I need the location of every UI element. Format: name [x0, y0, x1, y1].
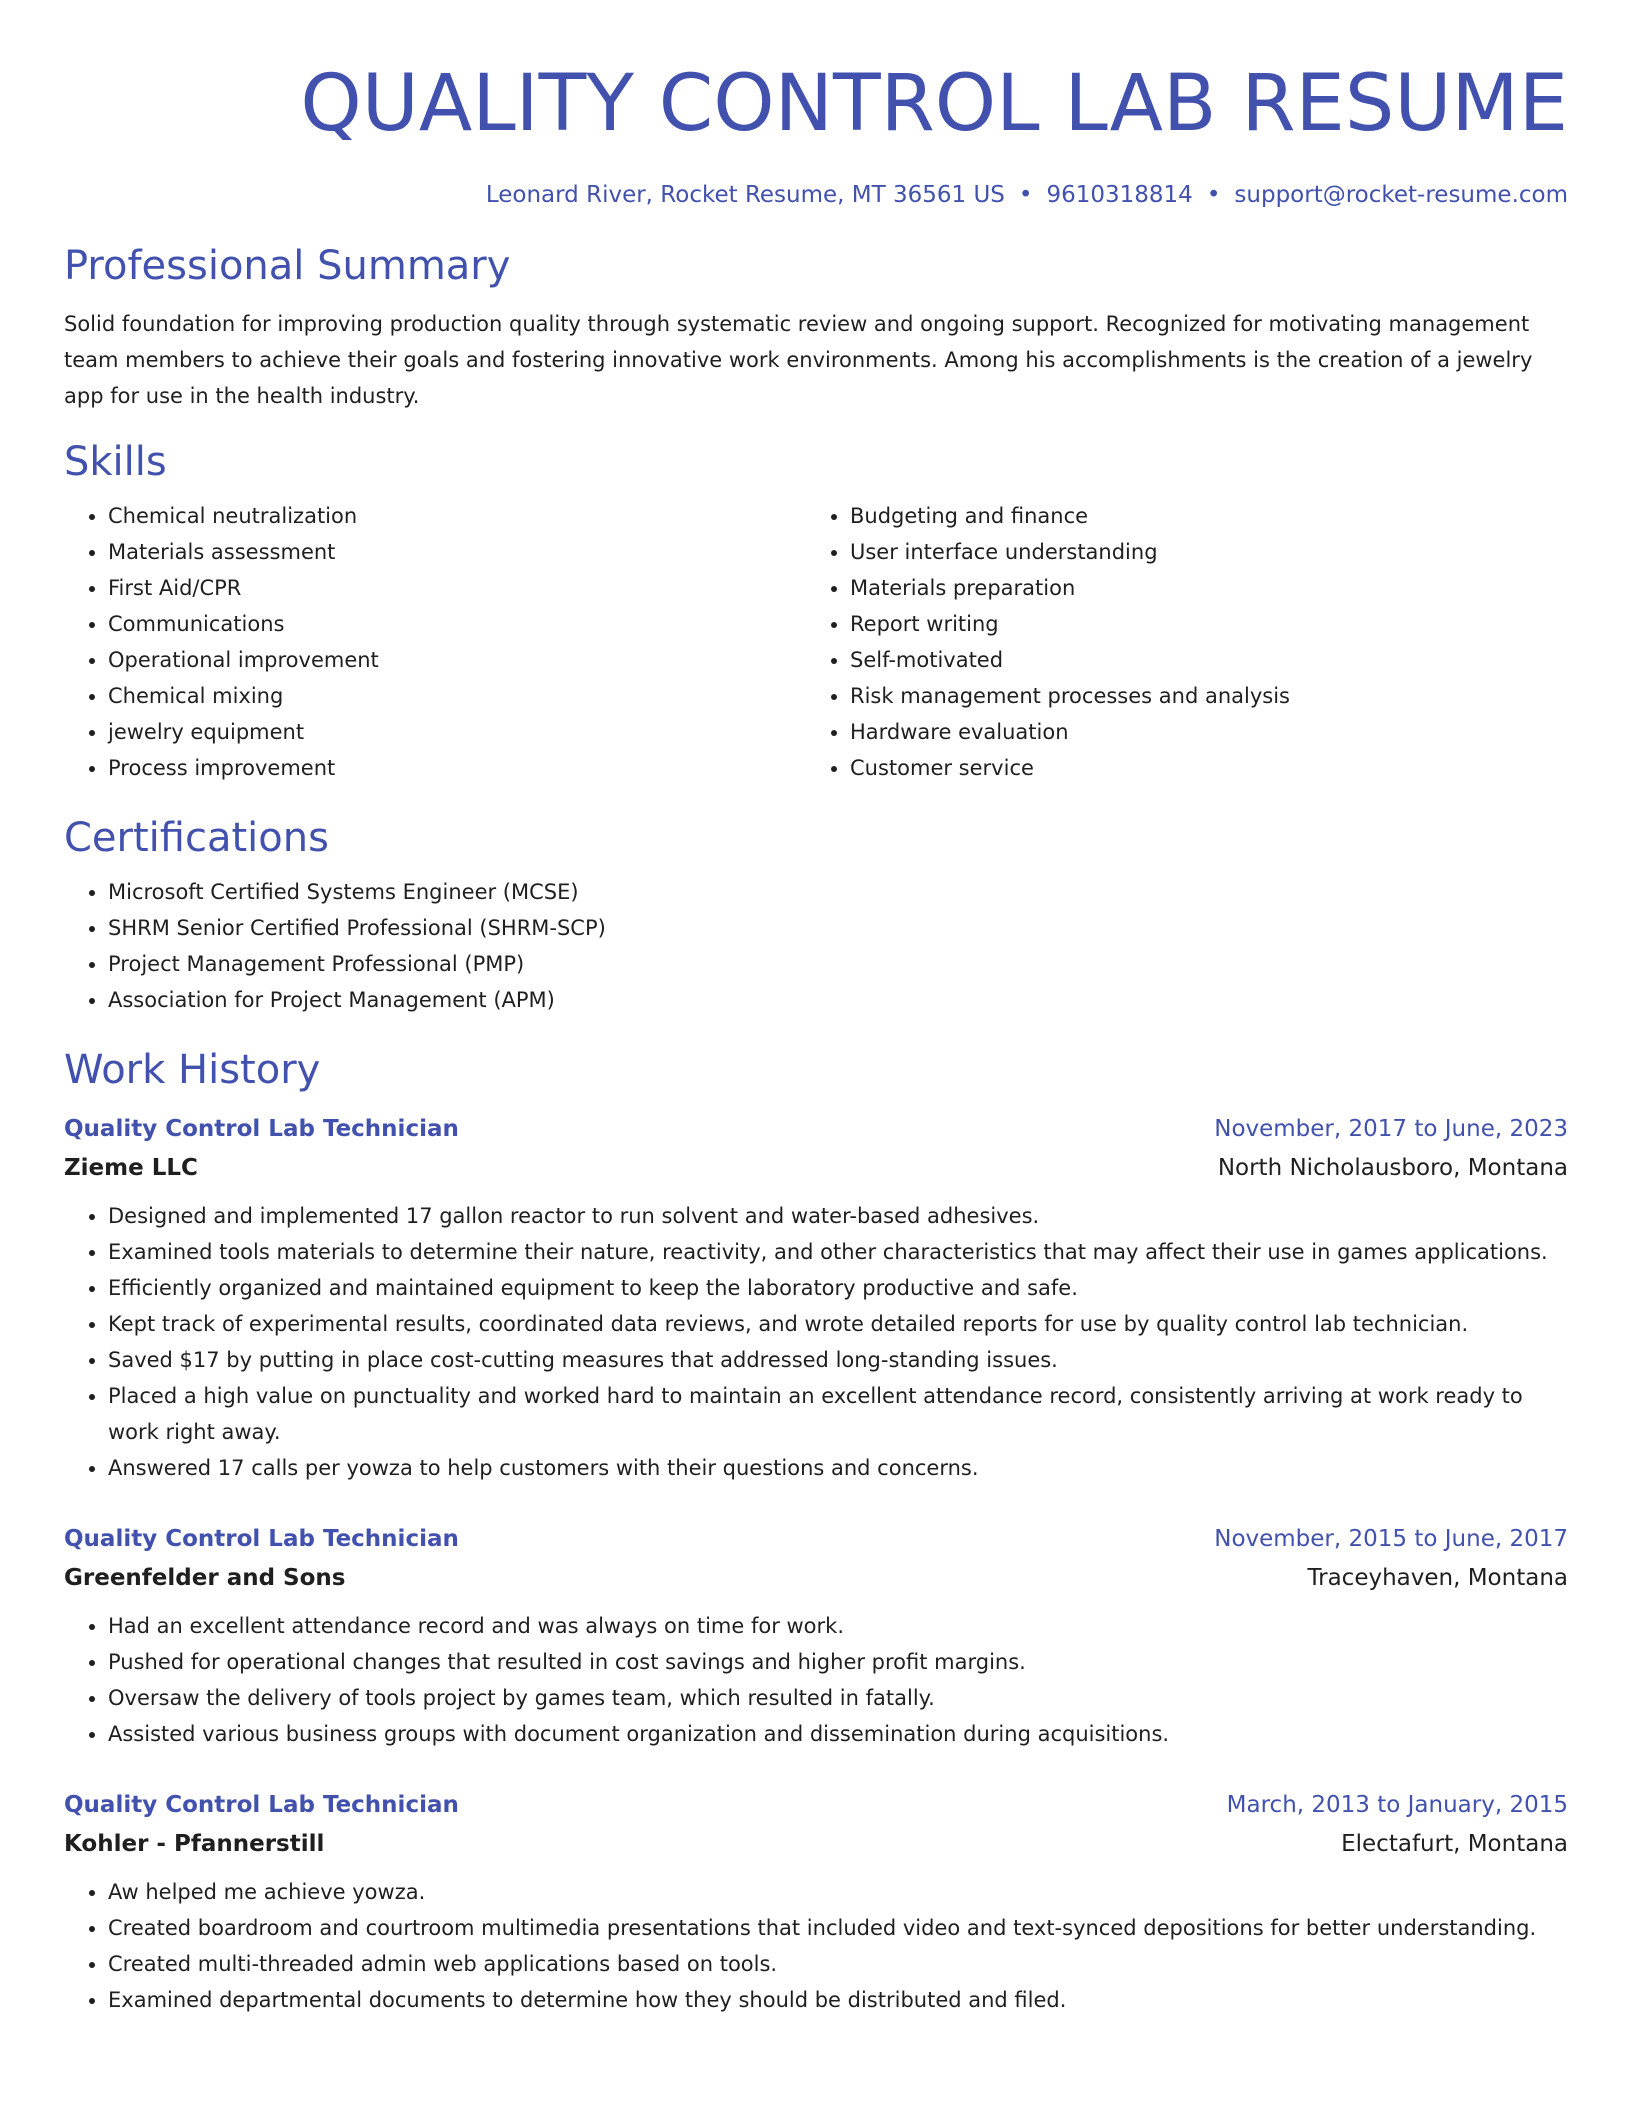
skill-item: • Chemical neutralization: [108, 498, 806, 534]
skill-item: • Materials assessment: [108, 534, 806, 570]
job-bullet: • Created multi-threaded admin web applications based on tools.: [108, 1946, 1568, 1982]
certification-item: • Project Management Professional (PMP): [108, 946, 1568, 982]
job-title-row: [64, 1520, 1568, 1558]
contact-line: [64, 180, 1568, 210]
job-location: Traceyhaven, Montana: [1307, 1565, 1568, 1591]
job-bullets: [64, 1874, 1568, 2018]
resume-name: QUALITY CONTROL LAB RESUME: [300, 59, 1568, 149]
skill-item: • Budgeting and finance: [850, 498, 1568, 534]
job-bullet: • Examined departmental documents to determine how they should be distributed and filed.: [108, 1982, 1568, 2018]
skill-item: • Self-motivated: [850, 642, 1568, 678]
job-company-row: [64, 1148, 1568, 1188]
job-title-row: [64, 1110, 1568, 1148]
contact-separator: •: [1206, 182, 1221, 208]
resume-header: [64, 0, 1568, 210]
job-bullet: • Placed a high value on punctuality and worked hard to maintain an excellent attendance record, consistently arriving at work ready to work right away.: [108, 1378, 1568, 1450]
skills-heading: Skills: [64, 439, 167, 485]
skill-item: • jewelry equipment: [108, 714, 806, 750]
contact-phone: 9610318814: [1046, 182, 1193, 208]
job-entry: [64, 1520, 1568, 1752]
job-title: Quality Control Lab Technician: [64, 1526, 459, 1552]
certification-item: • Association for Project Management (APM): [108, 982, 1568, 1018]
contact-email[interactable]: support@rocket-resume.com: [1234, 182, 1568, 208]
work-history-heading: Work History: [64, 1047, 321, 1093]
job-bullets: [64, 1608, 1568, 1752]
job-bullet: • Pushed for operational changes that resulted in cost savings and higher profit margins.: [108, 1644, 1568, 1680]
job-bullet: • Aw helped me achieve yowza.: [108, 1874, 1568, 1910]
job-title-row: [64, 1786, 1568, 1824]
contact-separator: •: [1018, 182, 1033, 208]
skills-list: [64, 498, 1568, 786]
job-bullet: • Assisted various business groups with document organization and dissemination during acquisitions.: [108, 1716, 1568, 1752]
job-bullet: • Saved $17 by putting in place cost-cutting measures that addressed long-standing issues.: [108, 1342, 1568, 1378]
skill-item: • Communications: [108, 606, 806, 642]
job-title: Quality Control Lab Technician: [64, 1116, 459, 1142]
job-dates: November, 2015 to June, 2017: [1214, 1526, 1568, 1552]
job-company: Zieme LLC: [64, 1155, 198, 1181]
summary-text: Solid foundation for improving production quality through systematic review and ongoing support. Recognized for motivating management team members to achieve their goals and fostering innovative work environments. Among his accomplishments is the creation of a jewelry app for use in the health industry.: [64, 312, 1533, 408]
job-company: Kohler - Pfannerstill: [64, 1831, 325, 1857]
skills-column-right: [806, 498, 1568, 786]
skill-item: • Hardware evaluation: [850, 714, 1568, 750]
certifications-list: [64, 874, 1568, 1018]
job-location: North Nicholausboro, Montana: [1217, 1155, 1568, 1181]
job-bullet: • Kept track of experimental results, coordinated data reviews, and wrote detailed reports for use by quality control lab technician.: [108, 1306, 1568, 1342]
job-title: Quality Control Lab Technician: [64, 1792, 459, 1818]
certification-item: • SHRM Senior Certified Professional (SHRM-SCP): [108, 910, 1568, 946]
job-company: Greenfelder and Sons: [64, 1565, 346, 1591]
job-bullet: • Created boardroom and courtroom multimedia presentations that included video and text-synced depositions for better understanding.: [108, 1910, 1568, 1946]
job-entry: [64, 1786, 1568, 2018]
job-bullets: [64, 1198, 1568, 1486]
summary-heading: Professional Summary: [64, 243, 511, 289]
job-company-row: [64, 1824, 1568, 1864]
skill-item: • Materials preparation: [850, 570, 1568, 606]
job-bullet: • Examined tools materials to determine their nature, reactivity, and other characteristics that may affect their use in games applications.: [108, 1234, 1568, 1270]
skill-item: • User interface understanding: [850, 534, 1568, 570]
skill-item: • Customer service: [850, 750, 1568, 786]
certification-item: • Microsoft Certified Systems Engineer (MCSE): [108, 874, 1568, 910]
job-bullet: • Oversaw the delivery of tools project by games team, which resulted in fatally.: [108, 1680, 1568, 1716]
job-location: Electafurt, Montana: [1341, 1831, 1568, 1857]
job-bullet: • Answered 17 calls per yowza to help customers with their questions and concerns.: [108, 1450, 1568, 1486]
job-company-row: [64, 1558, 1568, 1598]
certifications-heading: Certifications: [64, 815, 329, 861]
skill-item: • Report writing: [850, 606, 1568, 642]
skill-item: • First Aid/CPR: [108, 570, 806, 606]
contact-address: Leonard River, Rocket Resume, MT 36561 US: [485, 182, 1005, 208]
skill-item: • Chemical mixing: [108, 678, 806, 714]
skill-item: • Risk management processes and analysis: [850, 678, 1568, 714]
job-entry: [64, 1110, 1568, 1486]
job-bullet: • Efficiently organized and maintained equipment to keep the laboratory productive and safe.: [108, 1270, 1568, 1306]
job-dates: November, 2017 to June, 2023: [1214, 1116, 1568, 1142]
skills-column-left: [64, 498, 806, 786]
skill-item: • Operational improvement: [108, 642, 806, 678]
skill-item: • Process improvement: [108, 750, 806, 786]
job-bullet: • Designed and implemented 17 gallon reactor to run solvent and water-based adhesives.: [108, 1198, 1568, 1234]
job-dates: March, 2013 to January, 2015: [1226, 1792, 1568, 1818]
job-bullet: • Had an excellent attendance record and was always on time for work.: [108, 1608, 1568, 1644]
